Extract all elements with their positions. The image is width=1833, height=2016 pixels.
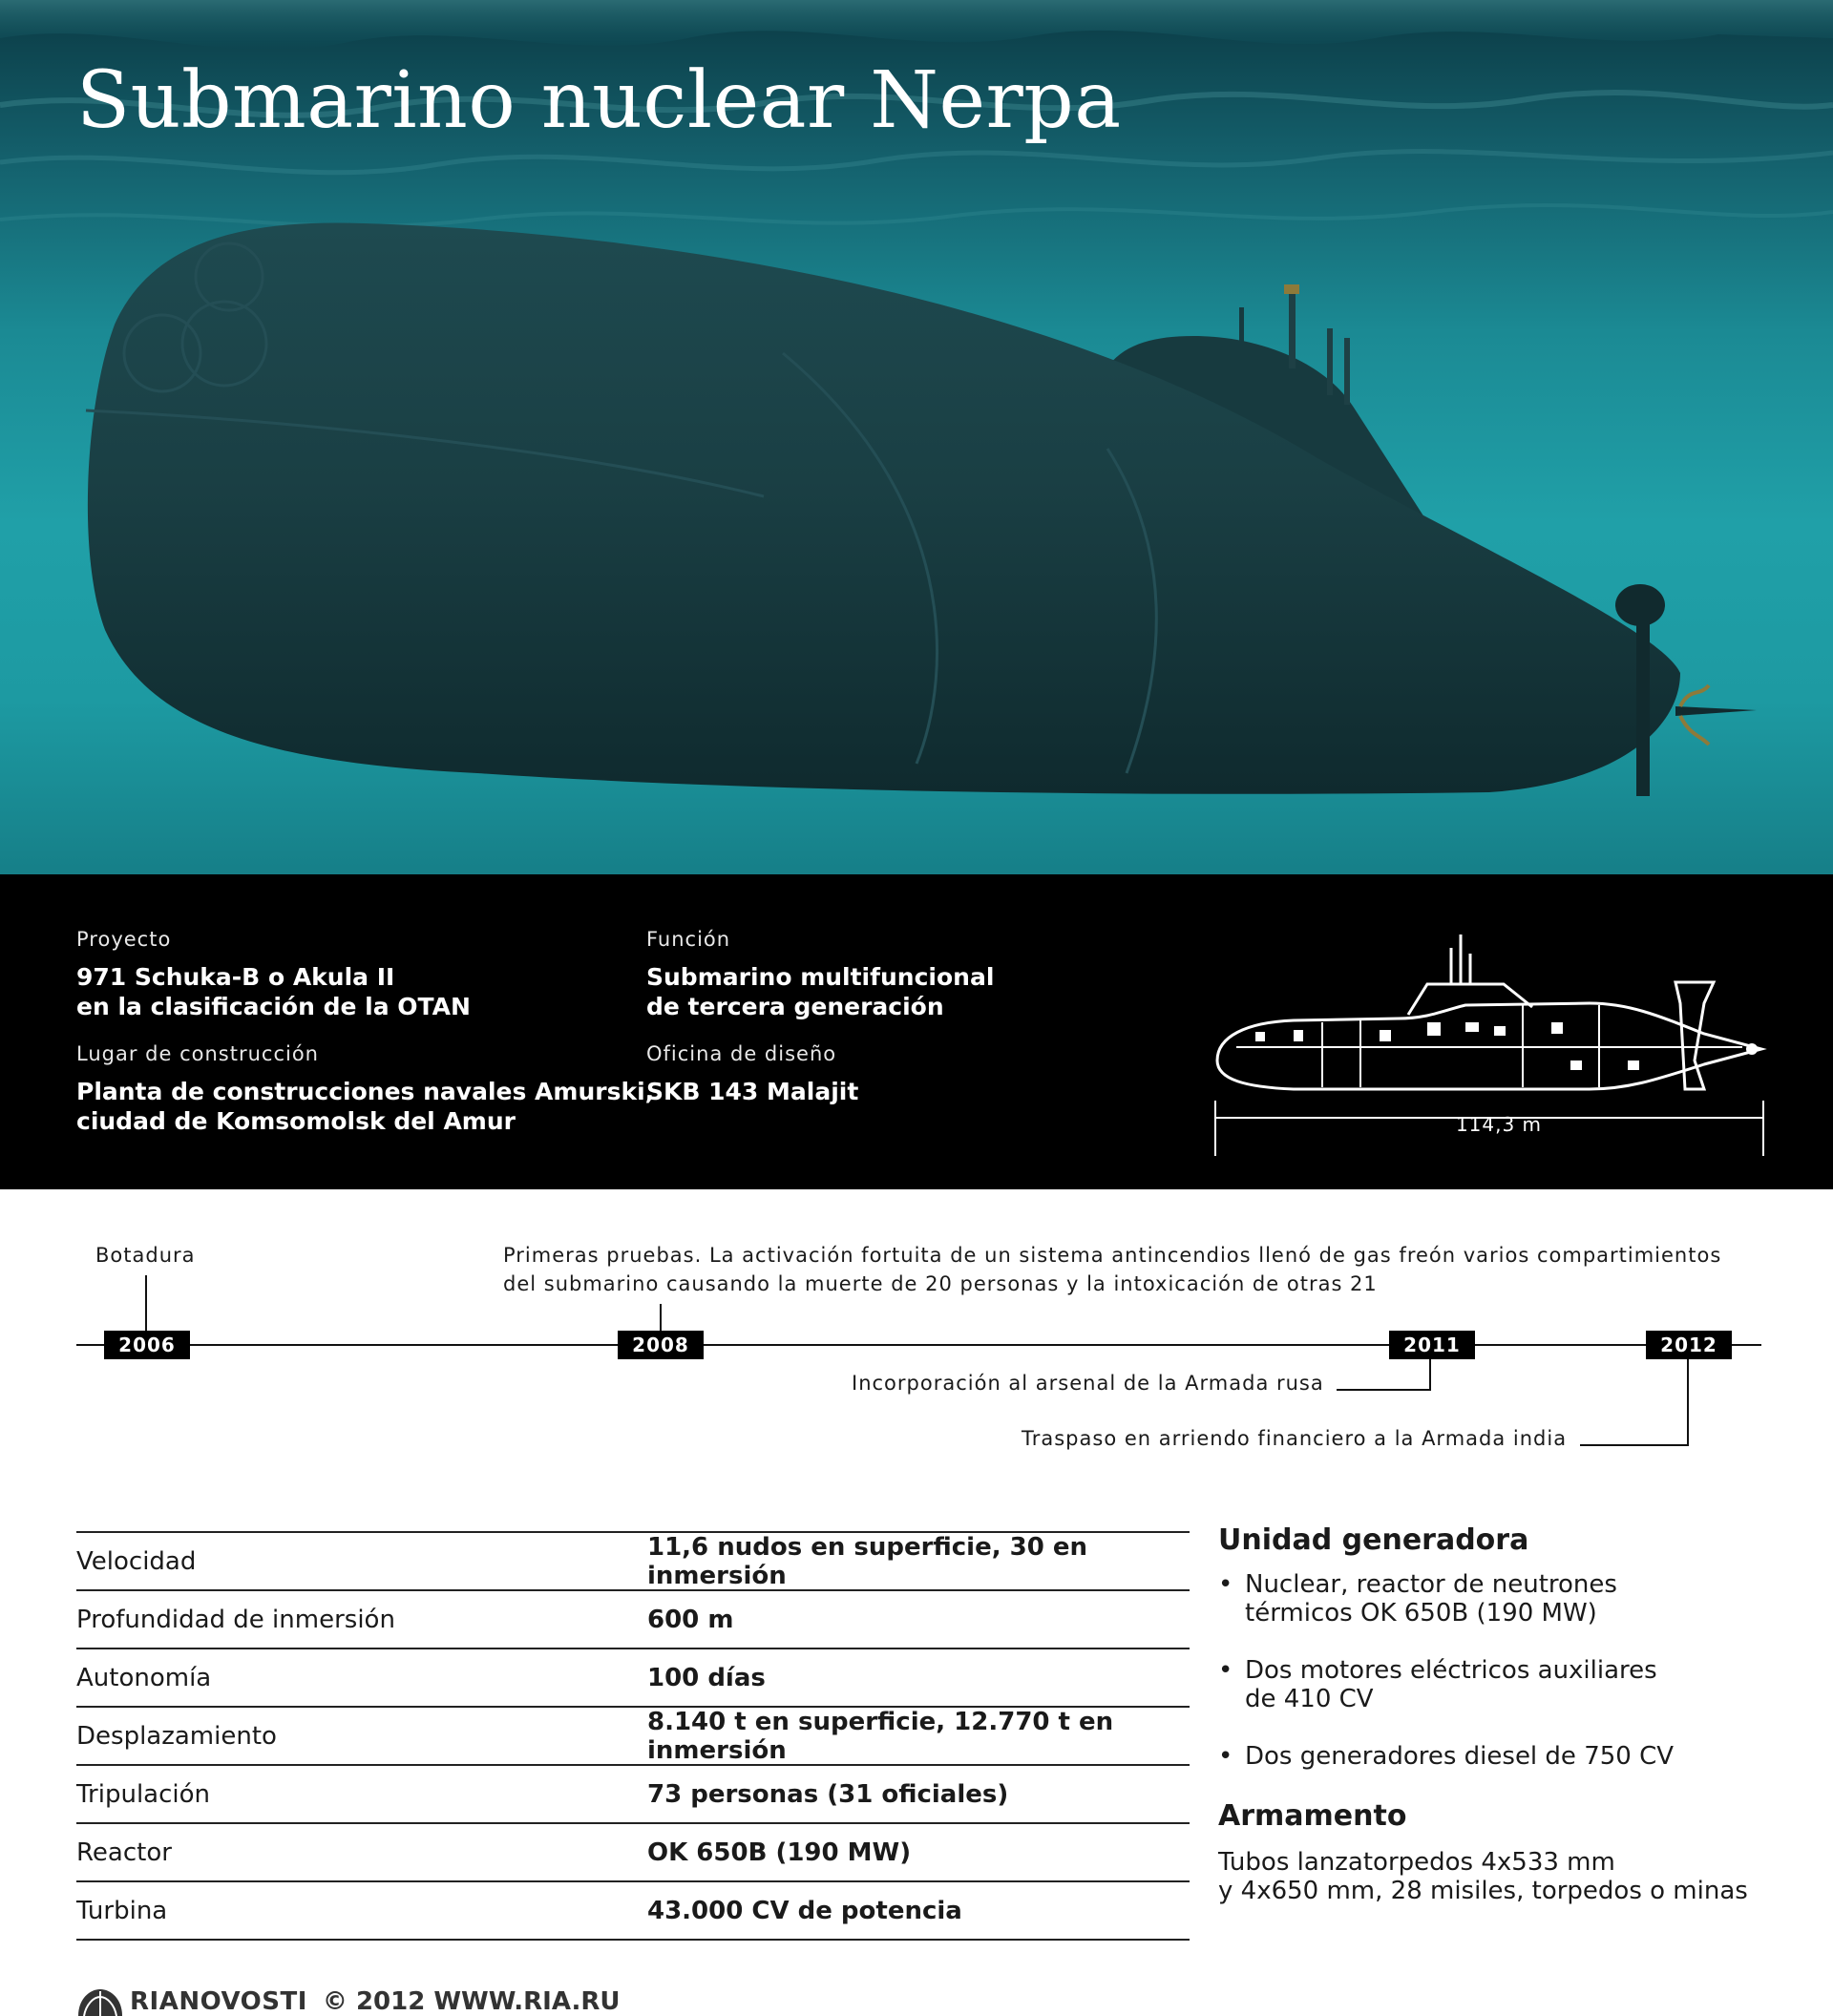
- traspaso-label: Traspaso en arriendo financiero a la Armada india: [1022, 1427, 1568, 1450]
- armamento-heading: Armamento: [1218, 1799, 1407, 1833]
- spec-key: Autonomía: [76, 1663, 212, 1692]
- page-title: Submarino nuclear Nerpa: [76, 55, 1122, 146]
- ria-logo: [76, 1987, 307, 2016]
- spec-value: 73 personas (31 oficiales): [647, 1779, 1009, 1809]
- specs-table: [76, 1531, 1190, 1941]
- logo-text: RIANOVOSTI: [130, 1987, 307, 2016]
- length-label: 114,3 m: [1455, 1113, 1543, 1136]
- copyright-text: © 2012 WWW.RIA.RU: [322, 1987, 621, 2016]
- year-2006: 2006: [104, 1331, 190, 1359]
- spec-key: Turbina: [76, 1896, 168, 1925]
- oficina-label: Oficina de diseño: [646, 1042, 837, 1065]
- spec-value: OK 650B (190 MW): [647, 1838, 912, 1867]
- pruebas-line-2: del submarino causando la muerte de 20 personas y la intoxicación de otras 21: [503, 1272, 1378, 1295]
- spec-value: 11,6 nudos en superficie, 30 en inmersión: [647, 1532, 1088, 1590]
- spec-value: 43.000 CV de potencia: [647, 1896, 962, 1925]
- year-2011: 2011: [1389, 1331, 1475, 1359]
- funcion-value: Submarino multifuncional de tercera generación: [646, 963, 995, 1020]
- lugar-value: Planta de construcciones navales Amurski, ciudad de Komsomolsk del Amur: [76, 1078, 655, 1135]
- spec-key: Desplazamiento: [76, 1721, 277, 1751]
- proyecto-value: 971 Schuka-B o Akula II en la clasificación de la OTAN: [76, 963, 471, 1020]
- table-row: [76, 1531, 1190, 1589]
- year-2008: 2008: [618, 1331, 704, 1359]
- timeline: [0, 1189, 1833, 1504]
- unidad-heading: Unidad generadora: [1218, 1523, 1529, 1557]
- table-row: [76, 1648, 1190, 1706]
- list-item: • Dos motores eléctricos auxiliares de 410 CV: [1218, 1656, 1791, 1713]
- pruebas-line-1: Primeras pruebas. La activación fortuita de un sistema antincendios llenó de gas freón varios compartimientos: [503, 1244, 1722, 1267]
- spec-key: Velocidad: [76, 1546, 197, 1576]
- table-row: [76, 1822, 1190, 1880]
- timeline-axis: [0, 1189, 1833, 1504]
- unidad-list: [1218, 1570, 1791, 1771]
- list-item: • Nuclear, reactor de neutrones térmicos OK 650B (190 MW): [1218, 1570, 1791, 1628]
- botadura-label: Botadura: [95, 1244, 196, 1267]
- year-2012: 2012: [1646, 1331, 1732, 1359]
- incorporacion-label: Incorporación al arsenal de la Armada rusa: [852, 1372, 1324, 1395]
- hero-section: [0, 0, 1833, 874]
- spec-key: Reactor: [76, 1838, 172, 1867]
- table-row: [76, 1880, 1190, 1941]
- table-row: [76, 1589, 1190, 1648]
- spec-key: Profundidad de inmersión: [76, 1605, 395, 1634]
- footer: [76, 1987, 620, 2016]
- info-band: [0, 874, 1833, 1189]
- lugar-label: Lugar de construcción: [76, 1042, 319, 1065]
- list-item: • Dos generadores diesel de 750 CV: [1218, 1742, 1791, 1771]
- spec-value: 600 m: [647, 1605, 734, 1634]
- globe-icon: [76, 1987, 124, 2016]
- oficina-value: SKB 143 Malajit: [646, 1078, 859, 1105]
- spec-key: Tripulación: [76, 1779, 211, 1809]
- table-row: [76, 1706, 1190, 1764]
- table-row: [76, 1764, 1190, 1822]
- spec-value: 8.140 t en superficie, 12.770 t en inmersión: [647, 1707, 1114, 1765]
- funcion-label: Función: [646, 928, 731, 951]
- spec-value: 100 días: [647, 1663, 766, 1692]
- right-column: [1218, 1523, 1791, 1905]
- proyecto-label: Proyecto: [76, 928, 172, 951]
- armamento-text: Tubos lanzatorpedos 4x533 mm y 4x650 mm, 28 misiles, torpedos o minas: [1218, 1848, 1748, 1905]
